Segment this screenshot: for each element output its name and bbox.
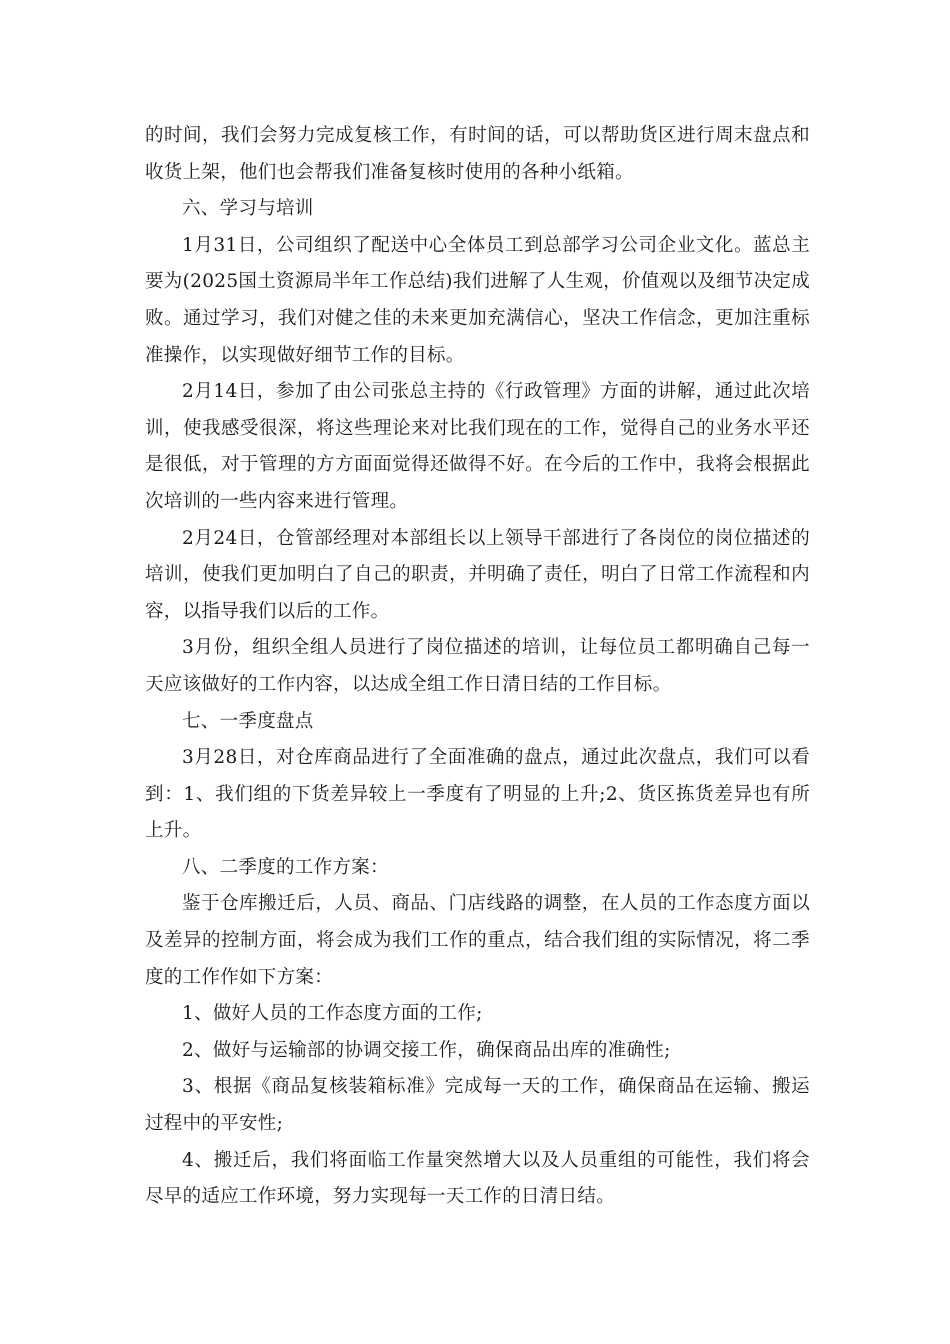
list-item-2: 2、做好与运输部的协调交接工作，确保商品出库的准确性; xyxy=(182,1039,671,1061)
paragraph-feb24: 2月24日，仓管部经理对本部组长以上领导干部进行了各岗位的岗位描述的培训，使我们更加明白了自己的职责，并明确了责任，明白了日常工作流程和内容，以指导我们以后的工作。 xyxy=(145,527,810,622)
list-item-4: 4、搬迁后，我们将面临工作量突然增大以及人员重组的可能性，我们将会尽早的适应工作环境，努力实现每一天工作的日清日结。 xyxy=(145,1149,810,1208)
paragraph-feb14: 2月14日，参加了由公司张总主持的《行政管理》方面的讲解，通过此次培训，使我感受很深，将这些理论来对比我们现在的工作，觉得自己的业务水平还是很低，对于管理的方方面面觉得还做得不好。在今后的工作中，我将会根据此次培训的一些内容来进行管理。 xyxy=(145,381,810,512)
list-item-1: 1、做好人员的工作态度方面的工作; xyxy=(182,1003,483,1025)
paragraph-q2-intro: 鉴于仓库搬迁后，人员、商品、门店线路的调整，在人员的工作态度方面以及差异的控制方面，将会成为我们工作的重点，结合我们组的实际情况，将二季度的工作作如下方案： xyxy=(145,893,810,988)
paragraph-jan31: 1月31日，公司组织了配送中心全体员工到总部学习公司企业文化。蓝总主要为(2025国土资源局半年工作总结)我们进解了人生观，价值观以及细节决定成败。通过学习，我们对健之佳的未来更加充满信心，坚决工作信念，更加注重标准操作，以实现做好细节工作的目标。 xyxy=(145,234,810,366)
paragraph-continuation: 的时间，我们会努力完成复核工作，有时间的话，可以帮助货区进行周末盘点和收货上架，他们也会帮我们准备复核时使用的各种小纸箱。 xyxy=(145,125,810,183)
paragraph-mar28: 3月28日，对仓库商品进行了全面准确的盘点，通过此次盘点，我们可以看到：1、我们组的下货差异较上一季度有了明显的上升;2、货区拣货差异也有所上升。 xyxy=(145,747,810,842)
section-heading-q2-plan: 八、二季度的工作方案： xyxy=(182,856,389,878)
section-heading-study-training: 六、学习与培训 xyxy=(182,198,314,220)
section-heading-q1-inventory: 七、一季度盘点 xyxy=(182,710,314,732)
paragraph-march: 3月份，组织全组人员进行了岗位描述的培训，让每位员工都明确自己每一天应该做好的工作内容，以达成全组工作日清日结的工作目标。 xyxy=(145,637,810,695)
document-body xyxy=(145,118,810,1216)
list-item-3: 3、根据《商品复核装箱标准》完成每一天的工作，确保商品在运输、搬运过程中的平安性; xyxy=(145,1076,810,1135)
